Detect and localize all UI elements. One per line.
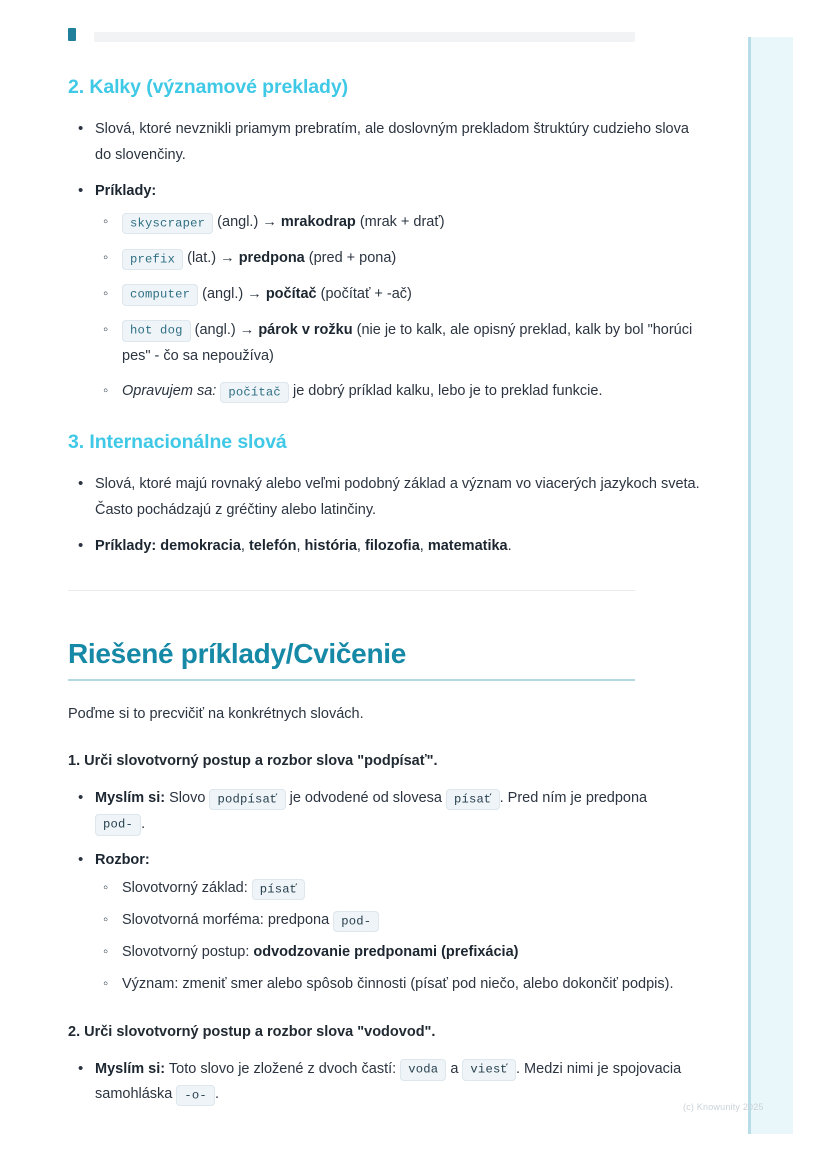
list-item	[95, 318, 700, 370]
examples-line-label: Príklady: demokracia	[95, 537, 241, 554]
list-item	[68, 472, 700, 524]
list-item	[68, 534, 700, 560]
example-result: párok v rožku	[258, 321, 353, 338]
code-chip: -o-	[176, 1085, 215, 1107]
exercise-1-title: 1. Urči slovotvorný postup a rozbor slova "podpísať".	[68, 753, 438, 770]
list-item	[68, 786, 700, 838]
analysis-label: Rozbor:	[95, 851, 150, 868]
example-lang: (angl.)	[217, 214, 259, 231]
section-heading-kalky: 2. Kalky (významové preklady)	[68, 76, 348, 98]
thought-part3: . Medzi nimi je spojovacia samohláska	[95, 1060, 682, 1103]
example-word: filozofia	[364, 537, 420, 554]
list-item	[95, 908, 700, 934]
example-note: (počítať + -ač)	[320, 285, 412, 302]
period: .	[507, 537, 512, 554]
thought-part3: . Pred ním je predpona	[499, 790, 648, 807]
code-chip: pod-	[95, 814, 141, 836]
internacionalne-intro-text: Slová, ktoré majú rovnaký alebo veľmi podobný základ a význam vo viacerých jazykoch sveta. Často pochádzajú z gréčtiny alebo latinčiny.	[95, 476, 700, 518]
code-chip: hot dog	[122, 320, 191, 342]
correction-text: je dobrý príklad kalku, lebo je to preklad funkcie.	[292, 383, 603, 400]
code-chip: computer	[122, 284, 198, 306]
arrow-icon: →	[220, 250, 235, 267]
thought-part4: .	[214, 1086, 219, 1103]
analysis-bold-value: odvodzovanie predponami (prefixácia)	[253, 944, 519, 961]
list-item	[95, 379, 700, 405]
example-word: matematika	[427, 537, 508, 554]
example-note: (nie je to kalk, ale opisný preklad, kalk by bol "horúci pes" - čo sa nepoužíva)	[122, 321, 693, 364]
example-result: počítač	[265, 285, 317, 302]
list-item	[95, 282, 700, 308]
code-chip: voda	[400, 1059, 446, 1081]
thought-part1: Slovo	[169, 790, 206, 807]
comma: ,	[419, 537, 428, 554]
code-chip: prefix	[122, 249, 183, 271]
analysis-label-text: Význam: zmeniť smer alebo spôsob činnosti (písať pod niečo, alebo dokončiť podpis).	[122, 975, 674, 992]
exercise-title: Riešené príklady/Cvičenie	[68, 637, 407, 669]
thought-label: Myslím si:	[95, 790, 166, 807]
examples-label: Príklady:	[95, 182, 157, 199]
code-chip: písať	[252, 879, 306, 901]
example-note: (mrak + drať)	[359, 214, 445, 231]
example-result: mrakodrap	[280, 214, 356, 231]
example-word: história	[304, 537, 357, 554]
exercise-title-rule	[68, 679, 635, 681]
comma: ,	[356, 537, 365, 554]
code-chip: skyscraper	[122, 213, 213, 235]
analysis-label-text: Slovotvorný postup:	[122, 944, 250, 961]
side-panel[interactable]	[748, 37, 793, 1134]
list-item	[95, 210, 700, 236]
watermark: (c) Knowunity 2025	[683, 1102, 764, 1112]
thought-part2: je odvodené od slovesa	[289, 790, 442, 807]
thought-part1: Toto slovo je zložené z dvoch častí:	[168, 1060, 397, 1077]
example-lang: (lat.)	[187, 250, 217, 267]
arrow-icon: →	[262, 214, 277, 231]
kalky-examples-list	[95, 210, 700, 405]
arrow-icon: →	[247, 285, 262, 302]
list-item	[68, 117, 700, 169]
section-divider	[68, 590, 635, 591]
code-chip: viesť	[462, 1059, 516, 1081]
kalky-intro-text: Slová, ktoré nevznikli priamym prebratím, ale doslovným prekladom štruktúry cudzieho slova do slovenčiny.	[95, 121, 689, 163]
thought-part4: .	[141, 815, 146, 832]
code-chip: pod-	[333, 911, 379, 933]
code-chip: počítač	[220, 382, 289, 404]
arrow-icon: →	[239, 321, 255, 338]
correction-lead: Opravujem sa:	[122, 383, 217, 400]
code-chip: podpísať	[209, 789, 285, 811]
code-chip: písať	[446, 789, 500, 811]
thought-label: Myslím si:	[95, 1060, 166, 1077]
exercise-2-title: 2. Urči slovotvorný postup a rozbor slova "vodovod".	[68, 1023, 436, 1040]
thought-part2: a	[450, 1060, 459, 1077]
list-item	[95, 246, 700, 272]
list-item	[95, 876, 700, 902]
list-item	[95, 940, 700, 966]
example-lang: (angl.)	[194, 321, 236, 338]
list-item	[68, 848, 700, 998]
comma: ,	[296, 537, 305, 554]
kalky-list	[68, 117, 700, 405]
internacionalne-list	[68, 472, 700, 559]
exercise-2-list	[68, 1057, 700, 1109]
example-lang: (angl.)	[202, 285, 244, 302]
example-word: telefón	[248, 537, 297, 554]
list-item	[95, 972, 700, 998]
exercise-intro: Poďme si to precvičiť na konkrétnych slovách.	[68, 705, 364, 722]
exercise-1-list	[68, 786, 700, 998]
list-item	[68, 1057, 700, 1109]
section-heading-internacionalne: 3. Internacionálne slová	[68, 431, 287, 454]
analysis-list	[95, 876, 700, 997]
section-internacionalne	[68, 431, 700, 559]
analysis-label-text: Slovotvorná morféma: predpona	[122, 912, 330, 929]
analysis-label-text: Slovotvorný základ:	[122, 880, 248, 897]
example-note: (pred + pona)	[308, 250, 397, 267]
example-result: predpona	[238, 250, 305, 267]
comma: ,	[240, 537, 249, 554]
list-item	[68, 179, 700, 406]
exercise-block	[68, 638, 700, 1109]
section-kalky	[68, 76, 700, 405]
